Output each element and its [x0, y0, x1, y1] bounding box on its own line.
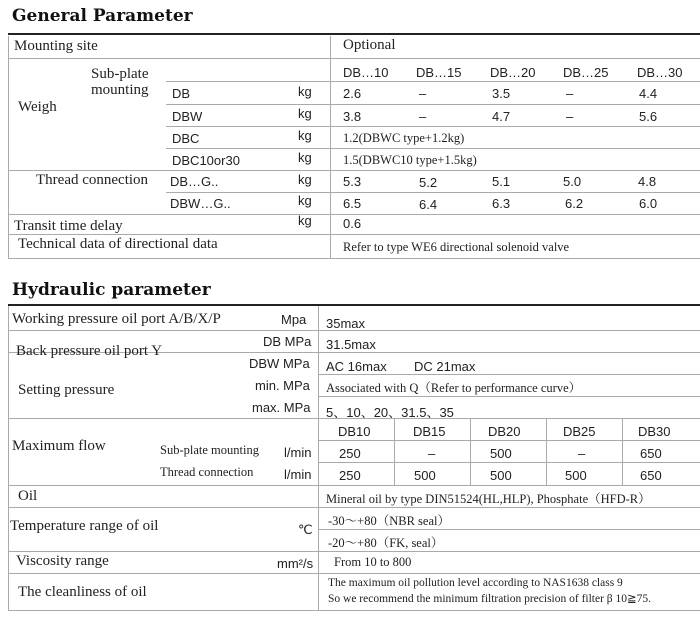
row-dbc-name: DBC: [172, 131, 200, 146]
working-pressure-label: Working pressure oil port A/B/X/P: [12, 311, 221, 327]
grid-line: [166, 104, 700, 105]
row-db-name: DB: [172, 86, 191, 101]
row-dbg-v1: 5.3: [343, 174, 362, 189]
transit-unit: kg: [298, 213, 312, 228]
mounting-site-value: Optional: [343, 37, 396, 53]
oil-label: Oil: [18, 488, 38, 504]
row-dbc10-name: DBC10or30: [172, 153, 240, 168]
grid-line: [8, 573, 700, 574]
transit-label: Transit time delay: [14, 218, 123, 234]
size-db20: DB…20: [490, 65, 536, 80]
flow-size-db15: DB15: [413, 424, 446, 439]
flow-subplate-v2: –: [428, 446, 436, 461]
row-db-v3: 3.5: [492, 86, 511, 101]
flow-size-db30: DB30: [638, 424, 671, 439]
row-dbc-value: 1.2(DBWC type+1.2kg): [343, 131, 465, 145]
size-db15: DB…15: [416, 65, 462, 80]
row-dbwg-v4: 6.2: [565, 196, 584, 211]
technical-label: Technical data of directional data: [18, 236, 218, 252]
flow-subplate-v5: 650: [640, 446, 662, 461]
temperature-label: Temperature range of oil: [10, 518, 159, 534]
grid-line: [8, 485, 700, 486]
row-dbg-name: DB…G..: [170, 174, 219, 189]
flow-thread-v1: 250: [339, 468, 361, 483]
row-dbw-v5: 5.6: [639, 109, 658, 124]
grid-line: [318, 396, 700, 397]
back-pressure-label: Back pressure oil port Y: [16, 343, 163, 359]
heading-rule: [8, 304, 700, 306]
subplate-label-1: Sub-plate: [91, 66, 149, 82]
row-dbw-name: DBW: [172, 109, 203, 124]
back-pressure-dbw-ac: AC 16max: [326, 359, 387, 374]
row-dbg-v3: 5.1: [492, 174, 511, 189]
size-db25: DB…25: [563, 65, 609, 80]
row-dbc10-value: 1.5(DBWC10 type+1.5kg): [343, 153, 477, 167]
temperature-unit: ℃: [298, 522, 313, 537]
grid-line: [8, 258, 700, 259]
row-dbg-v5: 4.8: [638, 174, 657, 189]
subplate-label-2: mounting: [91, 82, 149, 98]
row-dbc-unit: kg: [298, 128, 312, 143]
general-heading: General Parameter: [12, 6, 193, 26]
grid-line: [318, 440, 700, 441]
row-db-v4: –: [566, 86, 574, 101]
grid-line: [8, 551, 700, 552]
row-db-v2: –: [419, 86, 427, 101]
row-db-v5: 4.4: [639, 86, 658, 101]
working-pressure-unit: Mpa: [281, 312, 307, 327]
row-dbw-unit: kg: [298, 106, 312, 121]
row-db-unit: kg: [298, 84, 312, 99]
grid-line: [166, 126, 700, 127]
weigh-label: Weigh: [18, 99, 57, 115]
setting-pressure-label: Setting pressure: [18, 382, 115, 398]
grid-line: [8, 306, 9, 610]
heading-rule: [8, 33, 700, 35]
grid-line: [470, 418, 471, 485]
grid-line: [8, 507, 700, 508]
row-dbwg-v1: 6.5: [343, 196, 362, 211]
grid-line: [8, 58, 700, 59]
transit-value: 0.6: [343, 216, 362, 231]
grid-line: [546, 418, 547, 485]
max-flow-label: Maximum flow: [12, 438, 106, 454]
flow-size-db10: DB10: [338, 424, 371, 439]
row-db-v1: 2.6: [343, 86, 362, 101]
row-dbw-v2: –: [419, 109, 427, 124]
flow-size-db25: DB25: [563, 424, 596, 439]
row-dbwg-v2: 6.4: [419, 197, 438, 212]
row-dbw-v3: 4.7: [492, 109, 511, 124]
hydraulic-heading: Hydraulic parameter: [12, 280, 211, 300]
row-dbg-v4: 5.0: [563, 174, 582, 189]
row-dbwg-unit: kg: [298, 193, 312, 208]
temperature-fk: -20～+80（FK, seal）: [328, 536, 444, 550]
flow-thread-v3: 500: [490, 468, 512, 483]
flow-subplate-v4: –: [578, 446, 586, 461]
oil-value: Mineral oil by type DIN51524(HL,HLP), Phosphate（HFD-R）: [326, 492, 651, 506]
grid-line: [8, 610, 700, 611]
row-dbc10-unit: kg: [298, 150, 312, 165]
grid-line: [330, 36, 331, 258]
technical-value: Refer to type WE6 directional solenoid valve: [343, 240, 570, 254]
flow-subplate-v3: 500: [490, 446, 512, 461]
row-dbg-v2: 5.2: [419, 175, 438, 190]
viscosity-label: Viscosity range: [16, 553, 109, 569]
grid-line: [166, 192, 700, 193]
flow-subplate-unit: l/min: [284, 445, 312, 460]
row-dbwg-name: DBW…G..: [170, 196, 231, 211]
flow-thread-v2: 500: [414, 468, 436, 483]
grid-line: [8, 214, 700, 215]
setting-min-unit: min. MPa: [255, 378, 310, 393]
flow-thread-unit: l/min: [284, 467, 312, 482]
flow-subplate-label: Sub-plate mounting: [160, 443, 259, 457]
working-pressure-value: 35max: [326, 316, 366, 331]
setting-max-unit: max. MPa: [252, 400, 311, 415]
viscosity-unit: mm²/s: [277, 556, 314, 571]
grid-line: [166, 148, 700, 149]
flow-thread-v5: 650: [640, 468, 662, 483]
back-pressure-db-value: 31.5max: [326, 337, 376, 352]
flow-thread-label: Thread connection: [160, 465, 254, 479]
grid-line: [318, 306, 319, 610]
cleanliness-label: The cleanliness of oil: [18, 584, 147, 600]
mounting-site-label: Mounting site: [14, 38, 98, 54]
grid-line: [8, 36, 9, 258]
row-dbg-unit: kg: [298, 172, 312, 187]
cleanliness-line2: So we recommend the minimum filtration precision of filter β 10≧75.: [328, 593, 652, 605]
row-dbwg-v3: 6.3: [492, 196, 511, 211]
setting-min-value: Associated with Q（Refer to performance curve）: [326, 381, 582, 395]
viscosity-value: From 10 to 800: [334, 555, 412, 569]
grid-line: [622, 418, 623, 485]
grid-line: [318, 529, 700, 530]
flow-size-db20: DB20: [488, 424, 521, 439]
back-pressure-dbw-dc: DC 21max: [414, 359, 476, 374]
thread-connection-label: Thread connection: [36, 172, 149, 188]
row-dbwg-v5: 6.0: [639, 196, 658, 211]
row-dbw-v4: –: [566, 109, 574, 124]
back-pressure-db-unit: DB MPa: [263, 334, 312, 349]
grid-line: [166, 81, 700, 82]
size-db10: DB…10: [343, 65, 389, 80]
back-pressure-dbw-unit: DBW MPa: [249, 356, 310, 371]
setting-max-value: 5、10、20、31.5、35: [326, 405, 454, 420]
flow-thread-v4: 500: [565, 468, 587, 483]
grid-line: [318, 462, 700, 463]
size-db30: DB…30: [637, 65, 683, 80]
temperature-nbr: -30～+80（NBR seal）: [328, 514, 450, 528]
grid-line: [318, 374, 700, 375]
grid-line: [8, 170, 700, 171]
cleanliness-line1: The maximum oil pollution level according to NAS1638 class 9: [328, 577, 623, 589]
grid-line: [394, 418, 395, 485]
flow-subplate-v1: 250: [339, 446, 361, 461]
row-dbw-v1: 3.8: [343, 109, 362, 124]
